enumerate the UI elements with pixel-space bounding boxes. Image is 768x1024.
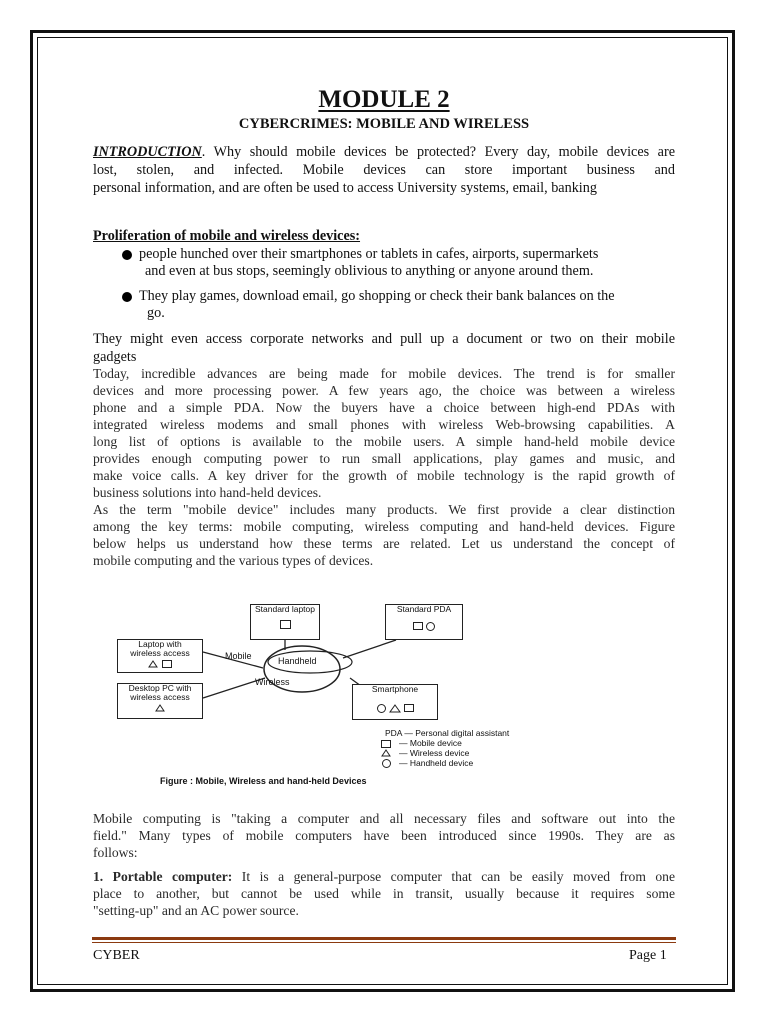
handheld-device-icon bbox=[382, 759, 391, 768]
bullet-icon bbox=[122, 250, 132, 260]
intro-line-1: INTRODUCTION. Why should mobile devices be protected? Every day, mobile devices are bbox=[93, 144, 675, 160]
smartphone-box: Smartphone bbox=[352, 684, 438, 720]
mobile-device-icon bbox=[280, 620, 291, 629]
wireless-device-icon bbox=[381, 749, 391, 757]
module-subtitle: CYBERCRIMES: MOBILE AND WIRELESS bbox=[238, 116, 530, 132]
mobile-device-icon bbox=[162, 660, 172, 668]
laptop-wireless-box: Laptop with wireless access bbox=[117, 639, 203, 673]
mobile-device-icon bbox=[404, 704, 414, 712]
portable-computer-label: 1. Portable computer: bbox=[93, 869, 233, 884]
mobile-computing-paragraph: Mobile computing is "taking a computer and all necessary files and software out into the field." Many types of mobile computers have been introduced since 1990s. They are as follows: bbox=[93, 811, 675, 860]
standard-pda-box: Standard PDA bbox=[385, 604, 463, 640]
page-number: Page 1 bbox=[629, 948, 667, 963]
handheld-device-icon bbox=[377, 704, 386, 713]
section-heading: Proliferation of mobile and wireless devices: bbox=[93, 228, 361, 244]
standard-laptop-box: Standard laptop bbox=[250, 604, 320, 640]
mobile-device-icon bbox=[381, 740, 391, 748]
wireless-device-icon bbox=[148, 660, 158, 668]
footer-left: CYBER bbox=[93, 948, 140, 963]
figure-legend: PDA — Personal digital assistant — Mobile device — Wireless device — Handheld device bbox=[385, 728, 509, 768]
mobile-label: Mobile bbox=[225, 651, 252, 661]
intro-label: INTRODUCTION bbox=[93, 144, 202, 160]
intro-paragraph bbox=[93, 143, 675, 197]
module-title: MODULE 2 bbox=[318, 86, 450, 113]
bullet-item: people hunched over their smartphones or tablets in cafes, airports, supermarkets and even at bus stops, seemingly oblivious to anything or anyone around them. bbox=[122, 246, 667, 280]
mobile-wireless-figure bbox=[115, 600, 575, 790]
wireless-device-icon bbox=[155, 704, 165, 712]
portable-computer-paragraph: 1. Portable computer: It is a general-purpose computer that can be easily moved from one place to another, but cannot be used while in transit, usually because it requires some "setting-up" and an AC power source. bbox=[93, 869, 675, 918]
handheld-label: Handheld bbox=[278, 656, 317, 666]
wireless-device-icon bbox=[389, 704, 401, 713]
figure-caption: Figure : Mobile, Wireless and hand-held Devices bbox=[160, 776, 367, 786]
footer-rule-thin bbox=[92, 942, 676, 943]
intro-line-3: personal information, and are often be used to access University systems, email, banking bbox=[93, 180, 597, 196]
intro-line-2: lost, stolen, and infected. Mobile devices can store important business and bbox=[93, 162, 675, 178]
desktop-wireless-box: Desktop PC with wireless access bbox=[117, 683, 203, 719]
bullet-icon bbox=[122, 292, 132, 302]
gadgets-paragraph: They might even access corporate networks and pull up a document or two on their mobile gadgets bbox=[93, 331, 675, 365]
mobile-device-icon bbox=[413, 622, 423, 630]
today-paragraph: Today, incredible advances are being made for mobile devices. The trend is for smaller devices and more processing power. A few years ago, the choice was between a wireless phone and a simple PDA. Now the buyers have a choice between high-end PDAs with integrated wireless modems and small phones with wireless Web-browsing capabilities. A long list of options is available to the mobile users. A simple hand-held mobile device provides enough computing power to run small applications, play games and music, and make voice calls. A key driver for the growth of mobile technology is the rapid growth of business solutions into hand-held devices. As the term "mobile device" includes many products. We first provide a clear distinction among the key terms: mobile computing, wireless computing and hand-held devices. Figure below helps us understand how these terms are related. Let us understand the concept of mobile computing and the various types of devices. bbox=[93, 366, 675, 568]
footer-rule bbox=[92, 937, 676, 940]
arrow-pda bbox=[343, 640, 396, 658]
wireless-label: Wireless bbox=[255, 677, 290, 687]
handheld-device-icon bbox=[426, 622, 435, 631]
bullet-item: They play games, download email, go shopping or check their bank balances on the go. bbox=[122, 288, 667, 322]
